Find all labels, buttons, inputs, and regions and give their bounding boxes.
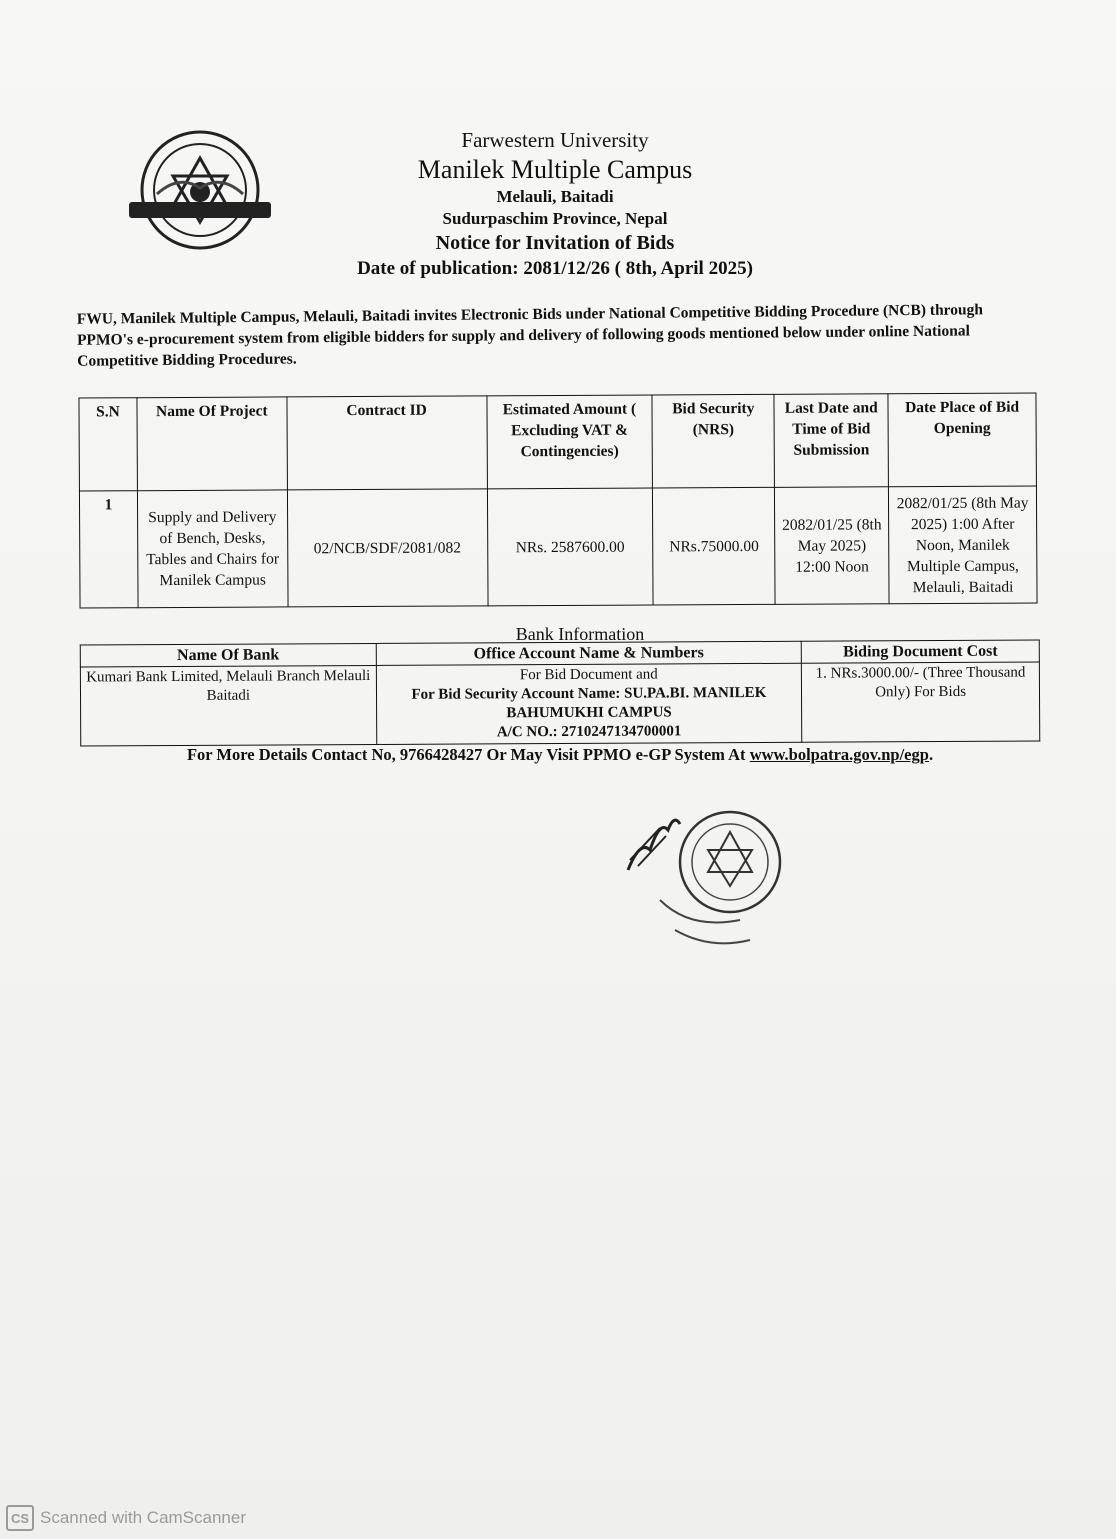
bank-table (80, 639, 1041, 746)
official-stamp-icon (620, 800, 790, 960)
cell-last-date: 2082/01/25 (8th May 2025) 12:00 Noon (775, 487, 890, 605)
campus-province: Sudurpaschim Province, Nepal (442, 209, 668, 228)
header-sn: S.N (79, 398, 137, 491)
cell-bank-name: Kumari Bank Limited, Melauli Branch Melauli Baitadi (80, 665, 376, 746)
header-contract-id: Contract ID (287, 396, 487, 490)
cell-opening: 2082/01/25 (8th May 2025) 1:00 After Noon, Manilek Multiple Campus, Melauli, Baitadi (889, 486, 1037, 604)
header-bid-security: Bid Security (NRS) (652, 394, 774, 488)
notice-title: Notice for Invitation of Bids (435, 232, 675, 254)
cell-account (376, 663, 802, 744)
publication-date: Date of publication: 2081/12/26 ( 8th, April 2025) (357, 258, 753, 279)
scanner-footer-text: Scanned with CamScanner (40, 1508, 247, 1527)
campus-name: Manilek Multiple Campus (417, 155, 693, 184)
contact-text: For More Details Contact No, 9766428427 Or May Visit PPMO e-GP System At (186, 745, 746, 764)
header-estimated-amount: Estimated Amount ( Excluding VAT & Contingencies) (486, 395, 652, 489)
header-opening: Date Place of Bid Opening (888, 393, 1036, 487)
cell-document-cost: 1. NRs.3000.00/- (Three Thousand Only) For Bids (802, 662, 1040, 742)
header-project: Name Of Project (137, 397, 287, 491)
cell-contract-id: 02/NCB/SDF/2081/082 (287, 489, 487, 607)
header-account: Office Account Name & Numbers (376, 641, 802, 665)
campus-location: Melauli, Baitadi (496, 187, 614, 206)
intro-paragraph: FWU, Manilek Multiple Campus, Melauli, Baitadi invites Electronic Bids under National Competitive Bidding Procedure (NCB) through PPMO's e-procurement system from eligible bidders for supply and delivery of following goods mentioned below under online National Competitive Bidding Procedures. (76, 301, 984, 370)
account-line-2: For Bid Security Account Name: SU.PA.BI. MANILEK BAHUMUKHI CAMPUS (411, 684, 767, 722)
egp-link[interactable]: www.bolpatra.gov.np/egp (749, 745, 929, 764)
account-number: A/C NO.: 2710247134700001 (496, 723, 682, 741)
cell-sn: 1 (79, 491, 138, 608)
bid-table-header-row (79, 393, 1036, 491)
bid-table (78, 392, 1037, 608)
bank-info-title: Bank Information (515, 624, 645, 644)
header-bank-name: Name Of Bank (80, 643, 376, 667)
university-name: Farwestern University (461, 128, 649, 152)
university-logo-icon (127, 128, 273, 250)
contact-line (80, 744, 1040, 766)
contact-suffix: . (928, 745, 934, 764)
table-row (79, 486, 1037, 608)
header-document-cost: Biding Document Cost (801, 640, 1039, 663)
table-row (80, 662, 1039, 746)
cell-project: Supply and Delivery of Bench, Desks, Tables and Chairs for Manilek Campus (137, 490, 287, 608)
account-line-1: For Bid Document and (519, 666, 658, 684)
camscanner-logo-icon: CS (6, 1505, 34, 1531)
document-header (330, 126, 780, 282)
cell-bid-security: NRs.75000.00 (653, 487, 776, 605)
header-last-date: Last Date and Time of Bid Submission (774, 394, 888, 488)
scanner-footer (6, 1505, 246, 1531)
cell-estimated-amount: NRs. 2587600.00 (487, 488, 653, 606)
